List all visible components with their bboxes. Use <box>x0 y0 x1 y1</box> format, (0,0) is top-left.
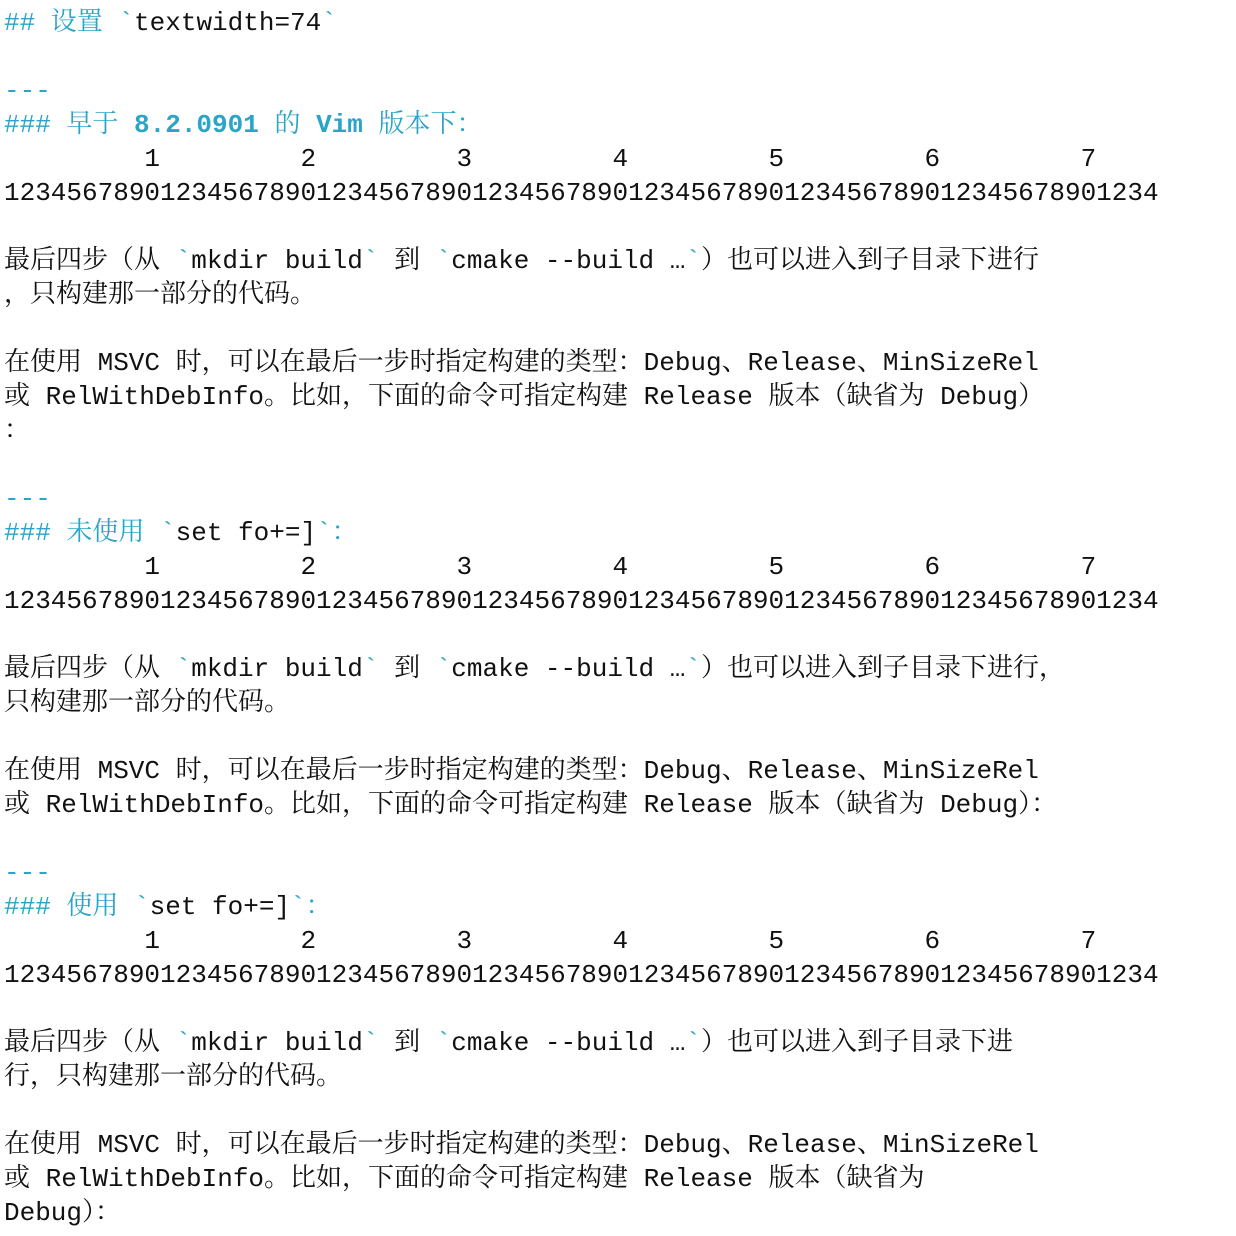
text-segment-md-header: ： <box>331 518 358 548</box>
buffer-line <box>4 380 1232 414</box>
text-segment-md-tick: ` <box>685 654 701 684</box>
buffer-line <box>4 108 1232 142</box>
buffer-line <box>4 1196 1232 1230</box>
text-segment-normal: ）也可以进入到子目录下进行， <box>700 654 1065 684</box>
text-segment-normal: 到 <box>378 246 436 276</box>
buffer-line <box>4 754 1232 788</box>
text-segment-md-tick: ` <box>435 246 452 276</box>
text-segment-normal: Debug）： <box>4 1198 122 1228</box>
text-segment-normal: 在使用 MSVC 时，可以在最后一步时指定构建的类型：Debug、Release、MinSizeRel <box>4 756 1039 786</box>
text-segment-md-code: set fo+=] <box>149 892 291 922</box>
text-segment-md-tick: ` <box>435 1028 452 1058</box>
buffer-line <box>4 1060 1232 1094</box>
text-segment-normal: 到 <box>378 1028 436 1058</box>
text-segment-normal: ）也可以进入到子目录下进 <box>700 1028 1013 1058</box>
text-segment-normal: ，只构建那一部分的代码。 <box>4 280 317 310</box>
text-segment-normal: 12345678901234567890123456789012345678901234567890123456789012345678901234 <box>4 178 1159 208</box>
text-segment-normal: ）也可以进入到子目录下进行 <box>700 246 1039 276</box>
buffer-line <box>4 890 1232 924</box>
text-segment-normal: 行，只构建那一部分的代码。 <box>4 1062 343 1092</box>
buffer-line <box>4 924 1232 958</box>
text-segment-md-tick: ` <box>685 1028 701 1058</box>
text-segment-md-header: ### 未使用 <box>4 518 161 548</box>
text-segment-normal: 1 2 3 4 5 6 7 <box>4 926 1097 956</box>
buffer-line <box>4 856 1232 890</box>
buffer-line <box>4 1162 1232 1196</box>
text-segment-md-tick: ` <box>160 518 176 548</box>
blank-line <box>4 720 1232 754</box>
buffer-line <box>4 652 1232 686</box>
text-segment-normal: 最后四步（从 <box>4 246 176 276</box>
text-segment-normal: 只构建那一部分的代码。 <box>4 688 291 718</box>
text-segment-md-tick: ` <box>362 246 379 276</box>
text-segment-md-tick: ` <box>118 8 135 38</box>
text-segment-normal: 或 RelWithDebInfo。比如，下面的命令可指定构建 Release 版本（缺省为 <box>4 1164 925 1194</box>
text-segment-md-code: mkdir build <box>191 1028 363 1058</box>
text-segment-normal: 在使用 MSVC 时，可以在最后一步时指定构建的类型：Debug、Release、MinSizeRel <box>4 1130 1039 1160</box>
text-segment-md-tick: ` <box>362 1028 379 1058</box>
text-segment-md-header: ### 早于 <box>4 110 135 140</box>
text-segment-md-code: mkdir build <box>191 654 363 684</box>
text-segment-normal: 12345678901234567890123456789012345678901234567890123456789012345678901234 <box>4 586 1159 616</box>
buffer-line <box>4 584 1232 618</box>
text-segment-normal: 最后四步（从 <box>4 1028 176 1058</box>
text-segment-normal: 1 2 3 4 5 6 7 <box>4 552 1097 582</box>
buffer-line <box>4 176 1232 210</box>
text-segment-md-header: ## 设置 <box>4 8 119 38</box>
text-segment-md-rule: --- <box>4 484 51 514</box>
buffer-line <box>4 278 1232 312</box>
buffer-line <box>4 1026 1232 1060</box>
buffer-line <box>4 550 1232 584</box>
text-segment-md-bold: Vim <box>316 110 363 140</box>
buffer-line <box>4 414 1232 448</box>
blank-line <box>4 618 1232 652</box>
text-segment-md-tick: ` <box>175 654 192 684</box>
text-segment-normal: 最后四步（从 <box>4 654 176 684</box>
buffer-line <box>4 6 1232 40</box>
buffer-line <box>4 244 1232 278</box>
buffer-line <box>4 686 1232 720</box>
text-segment-md-code: cmake --build … <box>451 1028 686 1058</box>
blank-line <box>4 312 1232 346</box>
text-segment-normal: ： <box>4 416 31 446</box>
text-segment-md-header: 版本下： <box>362 110 483 140</box>
text-segment-md-tick: ` <box>175 1028 192 1058</box>
text-segment-md-tick: ` <box>685 246 701 276</box>
text-segment-normal: 在使用 MSVC 时，可以在最后一步时指定构建的类型：Debug、Release、MinSizeRel <box>4 348 1039 378</box>
text-segment-md-tick: ` <box>290 892 306 922</box>
buffer-line <box>4 482 1232 516</box>
buffer-line <box>4 788 1232 822</box>
text-segment-normal: 或 RelWithDebInfo。比如，下面的命令可指定构建 Release 版本（缺省为 Debug）： <box>4 790 1058 820</box>
buffer-line <box>4 1128 1232 1162</box>
text-segment-md-tick: ` <box>316 518 332 548</box>
text-segment-md-tick: ` <box>134 892 150 922</box>
text-segment-normal: 1 2 3 4 5 6 7 <box>4 144 1097 174</box>
blank-line <box>4 1094 1232 1128</box>
blank-line <box>4 210 1232 244</box>
text-segment-md-header: ### 使用 <box>4 892 135 922</box>
buffer-line <box>4 516 1232 550</box>
text-segment-md-bold: 8.2.0901 <box>134 110 259 140</box>
buffer-line <box>4 74 1232 108</box>
buffer-line <box>4 346 1232 380</box>
text-segment-md-code: mkdir build <box>191 246 363 276</box>
text-segment-md-code: cmake --build … <box>451 246 686 276</box>
blank-line <box>4 822 1232 856</box>
buffer-line <box>4 958 1232 992</box>
text-segment-md-code: cmake --build … <box>451 654 686 684</box>
text-segment-md-rule: --- <box>4 858 51 888</box>
text-segment-md-tick: ` <box>435 654 452 684</box>
text-segment-md-header: ： <box>305 892 332 922</box>
text-segment-md-tick: ` <box>175 246 192 276</box>
text-segment-md-header: 的 <box>258 110 317 140</box>
text-segment-normal: 到 <box>378 654 436 684</box>
vim-text-buffer[interactable] <box>4 6 1232 1230</box>
text-segment-md-tick: ` <box>321 8 337 38</box>
blank-line <box>4 992 1232 1026</box>
buffer-line <box>4 142 1232 176</box>
blank-line <box>4 448 1232 482</box>
text-segment-md-code: set fo+=] <box>175 518 317 548</box>
text-segment-md-rule: --- <box>4 76 51 106</box>
blank-line <box>4 40 1232 74</box>
text-segment-md-code: textwidth=74 <box>134 8 322 38</box>
text-segment-md-tick: ` <box>362 654 379 684</box>
text-segment-normal: 或 RelWithDebInfo。比如，下面的命令可指定构建 Release 版本（缺省为 Debug） <box>4 382 1045 412</box>
text-segment-normal: 12345678901234567890123456789012345678901234567890123456789012345678901234 <box>4 960 1159 990</box>
